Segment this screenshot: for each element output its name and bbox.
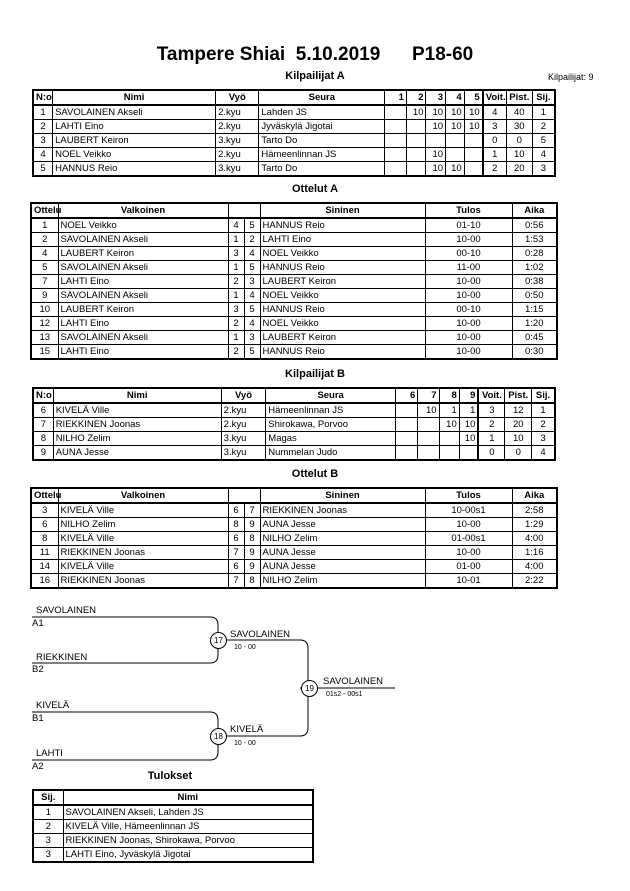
match-number: 13 <box>31 331 58 345</box>
competitor-count: Kilpailijat: 9 <box>548 72 594 82</box>
white-number: 6 <box>228 560 244 574</box>
col-name: Nimi <box>53 90 216 105</box>
blue-competitor: RIEKKINEN Joonas <box>260 503 425 518</box>
bracket-final-score: 01s2 - 00s1 <box>326 691 363 698</box>
white-number: 1 <box>228 289 244 303</box>
match-time: 0:38 <box>512 275 557 289</box>
bracket-sf1-white: SAVOLAINEN <box>36 605 97 616</box>
col-white: Valkoinen <box>58 488 228 503</box>
bracket-sf1-blue: RIEKKINEN <box>36 652 88 663</box>
white-competitor: RIEKKINEN Joonas <box>58 546 228 560</box>
white-competitor: LAHTI Eino <box>58 275 228 289</box>
competitor-belt: 3.kyu <box>216 162 259 177</box>
match-time: 1:53 <box>512 233 557 247</box>
blue-competitor: HANNUS Reio <box>260 345 425 360</box>
col-round: 9 <box>459 388 478 403</box>
blue-number: 8 <box>244 574 260 589</box>
match-number: 11 <box>31 546 58 560</box>
match-time: 0:50 <box>512 289 557 303</box>
col-result: Tulos <box>425 203 512 218</box>
col-round: 5 <box>464 90 483 105</box>
blue-competitor: HANNUS Reio <box>260 261 425 275</box>
round-score: 10 <box>459 418 478 432</box>
round-score: 10 <box>418 403 439 418</box>
points-count: 12 <box>505 403 532 418</box>
bracket-match-17: 17 <box>210 632 227 649</box>
match-time: 4:00 <box>512 532 557 546</box>
competitor-belt: 2.kyu <box>216 148 259 162</box>
competitor-name: AUNA Jesse <box>53 446 221 461</box>
col-round: 4 <box>446 90 465 105</box>
match-time: 1:02 <box>512 261 557 275</box>
points-count: 0 <box>505 446 532 461</box>
white-competitor: LAUBERT Keiron <box>58 303 228 317</box>
round-score: 1 <box>459 403 478 418</box>
white-number: 3 <box>228 247 244 261</box>
white-competitor: LAHTI Eino <box>58 345 228 360</box>
competitor-number: 6 <box>33 403 53 418</box>
white-number: 3 <box>228 303 244 317</box>
match-time: 0:28 <box>512 247 557 261</box>
round-score: 10 <box>406 105 426 120</box>
bracket-sf1-blue-seed: B2 <box>32 664 44 675</box>
col-wins: Voit. <box>483 90 507 105</box>
white-number: 1 <box>228 331 244 345</box>
bracket-sf1-white-seed: A1 <box>32 618 44 629</box>
match-number: 2 <box>31 233 58 247</box>
match-time: 1:15 <box>512 303 557 317</box>
result-place: 1 <box>33 805 63 820</box>
wins-count: 3 <box>478 403 505 418</box>
blue-number: 7 <box>244 503 260 518</box>
blue-number: 2 <box>244 233 260 247</box>
match-number: 8 <box>31 532 58 546</box>
match-number: 3 <box>31 503 58 518</box>
result-name: KIVELÄ Ville, Hämeenlinnan JS <box>63 820 313 834</box>
col-place: Sij. <box>532 90 555 105</box>
match-number: 12 <box>31 317 58 331</box>
blue-competitor: LAUBERT Keiron <box>260 331 425 345</box>
white-competitor: RIEKKINEN Joonas <box>58 574 228 589</box>
blue-number: 9 <box>244 546 260 560</box>
competitor-belt: 3.kyu <box>216 134 259 148</box>
white-competitor: KIVELÄ Ville <box>58 560 228 574</box>
event-category: P18-60 <box>411 44 474 65</box>
match-result: 10-01 <box>425 574 512 589</box>
blue-competitor: NOEL Veikko <box>260 317 425 331</box>
competitor-belt: 3.kyu <box>221 446 266 461</box>
points-count: 20 <box>506 162 532 177</box>
round-score: 10 <box>464 120 483 134</box>
points-count: 10 <box>505 432 532 446</box>
blue-competitor: LAUBERT Keiron <box>260 275 425 289</box>
white-competitor: SAVOLAINEN Akseli <box>58 331 228 345</box>
bracket-match-18: 18 <box>210 728 227 745</box>
col-points: Pist. <box>506 90 532 105</box>
blue-number: 5 <box>244 261 260 275</box>
competitor-name: HANNUS Reio <box>53 162 216 177</box>
match-time: 2:22 <box>512 574 557 589</box>
round-score: 10 <box>446 105 465 120</box>
col-place: Sij. <box>33 790 63 805</box>
bracket-sf2-white-seed: B1 <box>32 713 44 724</box>
result-row <box>33 805 313 820</box>
match-result: 10-00 <box>425 233 512 247</box>
competitor-name: KIVELÄ Ville <box>53 403 221 418</box>
round-score: 10 <box>426 120 446 134</box>
round-score: 1 <box>439 403 459 418</box>
competitor-club: Tarto Do <box>259 162 385 177</box>
col-round: 2 <box>406 90 426 105</box>
match-time: 1:16 <box>512 546 557 560</box>
result-place: 3 <box>33 848 63 863</box>
competitor-club: Lahden JS <box>259 105 385 120</box>
blue-competitor: HANNUS Reio <box>260 218 425 233</box>
round-score: 10 <box>426 162 446 177</box>
event-date: 5.10.2019 <box>295 44 381 65</box>
wins-count: 0 <box>483 134 507 148</box>
match-number: 10 <box>31 303 58 317</box>
blue-competitor: AUNA Jesse <box>260 560 425 574</box>
blue-competitor: LAHTI Eino <box>260 233 425 247</box>
competitor-number: 9 <box>33 446 53 461</box>
competitor-belt: 2.kyu <box>221 403 266 418</box>
blue-number: 4 <box>244 289 260 303</box>
competitor-number: 5 <box>33 162 53 177</box>
section-title-pool-b: Kilpailijat B <box>285 368 345 380</box>
white-competitor: KIVELÄ Ville <box>58 503 228 518</box>
competitor-club: Hämeenlinnan JS <box>259 148 385 162</box>
match-number: 4 <box>31 247 58 261</box>
competitor-name: NILHO Zelim <box>53 432 221 446</box>
white-competitor: NOEL Veikko <box>58 218 228 233</box>
bracket-sf2-winner: KIVELÄ <box>230 724 264 735</box>
match-time: 0:56 <box>512 218 557 233</box>
bracket-sf2-blue: LAHTI <box>36 748 63 759</box>
match-number: 14 <box>31 560 58 574</box>
bracket-sf2-white: KIVELÄ <box>36 700 70 711</box>
results-table <box>32 789 314 863</box>
blue-competitor: AUNA Jesse <box>260 518 425 532</box>
match-result: 10-00 <box>425 518 512 532</box>
points-count: 30 <box>506 120 532 134</box>
white-competitor: LAUBERT Keiron <box>58 247 228 261</box>
placement: 1 <box>532 403 555 418</box>
white-number: 6 <box>228 532 244 546</box>
blue-number: 4 <box>244 247 260 261</box>
blue-number: 9 <box>244 560 260 574</box>
competitor-belt: 2.kyu <box>216 120 259 134</box>
blue-competitor: HANNUS Reio <box>260 303 425 317</box>
round-score: 10 <box>426 105 446 120</box>
blue-number: 9 <box>244 518 260 532</box>
round-score: 10 <box>446 120 465 134</box>
wins-count: 1 <box>478 432 505 446</box>
competitor-number: 7 <box>33 418 53 432</box>
white-competitor: NILHO Zelim <box>58 518 228 532</box>
match-result: 10-00 <box>425 289 512 303</box>
points-count: 20 <box>505 418 532 432</box>
bracket-sf1-winner: SAVOLAINEN <box>230 629 291 640</box>
round-score: 10 <box>459 432 478 446</box>
col-round: 6 <box>395 388 417 403</box>
section-title-pool-a: Kilpailijat A <box>285 70 345 82</box>
result-name: SAVOLAINEN Akseli, Lahden JS <box>63 805 313 820</box>
bracket-sf1-score: 10 - 00 <box>234 644 256 651</box>
blue-number: 5 <box>244 345 260 360</box>
col-round: 3 <box>426 90 446 105</box>
bracket-sf2-score: 10 - 00 <box>234 740 256 747</box>
blue-number: 3 <box>244 275 260 289</box>
col-match: Ottelu <box>31 203 58 218</box>
col-belt: Vyö <box>221 388 266 403</box>
wins-count: 3 <box>483 120 507 134</box>
round-score: 10 <box>464 105 483 120</box>
placement: 5 <box>532 134 555 148</box>
col-no: N:o <box>33 388 53 403</box>
match-number: 1 <box>31 218 58 233</box>
round-score: 10 <box>426 148 446 162</box>
placement: 3 <box>532 432 555 446</box>
match-time: 0:45 <box>512 331 557 345</box>
result-row <box>33 834 313 848</box>
white-number: 4 <box>228 218 244 233</box>
wins-count: 1 <box>483 148 507 162</box>
round-score: 10 <box>446 162 465 177</box>
placement: 3 <box>532 162 555 177</box>
col-time: Aika <box>512 203 557 218</box>
col-round: 8 <box>439 388 459 403</box>
competitor-number: 8 <box>33 432 53 446</box>
col-round: 7 <box>418 388 439 403</box>
section-title-results: Tulokset <box>147 770 193 782</box>
placement: 1 <box>532 105 555 120</box>
col-result: Tulos <box>425 488 512 503</box>
bracket-sf2-blue-seed: A2 <box>32 761 44 772</box>
match-result: 10-00 <box>425 317 512 331</box>
match-result: 11-00 <box>425 261 512 275</box>
placement: 4 <box>532 148 555 162</box>
col-no: N:o <box>33 90 53 105</box>
col-place: Sij. <box>532 388 555 403</box>
col-club: Seura <box>266 388 396 403</box>
bracket-match-19: 19 <box>301 680 318 697</box>
points-count: 0 <box>506 134 532 148</box>
col-blue: Sininen <box>260 203 425 218</box>
col-name: Nimi <box>63 790 313 805</box>
white-competitor: SAVOLAINEN Akseli <box>58 289 228 303</box>
competitor-number: 3 <box>33 134 53 148</box>
blue-competitor: NOEL Veikko <box>260 289 425 303</box>
col-round: 1 <box>385 90 407 105</box>
blue-competitor: NOEL Veikko <box>260 247 425 261</box>
round-score: 10 <box>439 418 459 432</box>
col-match: Ottelu <box>31 488 58 503</box>
results-header <box>33 790 313 805</box>
white-competitor: SAVOLAINEN Akseli <box>58 233 228 247</box>
match-number: 9 <box>31 289 58 303</box>
competitor-club: Jyväskylä Jigotai <box>259 120 385 134</box>
white-number: 2 <box>228 275 244 289</box>
col-points: Pist. <box>505 388 532 403</box>
match-time: 4:00 <box>512 560 557 574</box>
competitor-club: Shirokawa, Porvoo <box>266 418 396 432</box>
col-time: Aika <box>512 488 557 503</box>
blue-competitor: AUNA Jesse <box>260 546 425 560</box>
match-result: 01-00s1 <box>425 532 512 546</box>
result-row <box>33 848 313 863</box>
blue-number: 8 <box>244 532 260 546</box>
points-count: 40 <box>506 105 532 120</box>
section-title-matches-b: Ottelut B <box>291 468 339 480</box>
match-result: 10-00 <box>425 345 512 360</box>
white-number: 6 <box>228 503 244 518</box>
match-result: 01-10 <box>425 218 512 233</box>
competitor-belt: 2.kyu <box>221 418 266 432</box>
competitor-name: RIEKKINEN Joonas <box>53 418 221 432</box>
competitor-name: LAUBERT Keiron <box>53 134 216 148</box>
white-number: 2 <box>228 345 244 360</box>
competitor-club: Tarto Do <box>259 134 385 148</box>
blue-competitor: NILHO Zelim <box>260 532 425 546</box>
match-number: 5 <box>31 261 58 275</box>
competitor-number: 1 <box>33 105 53 120</box>
competitor-name: NOEL Veikko <box>53 148 216 162</box>
white-number: 1 <box>228 233 244 247</box>
competitor-name: SAVOLAINEN Akseli <box>53 105 216 120</box>
white-number: 7 <box>228 574 244 589</box>
competitor-club: Nummelan Judo <box>266 446 396 461</box>
result-place: 2 <box>33 820 63 834</box>
white-number: 7 <box>228 546 244 560</box>
blue-competitor: NILHO Zelim <box>260 574 425 589</box>
match-result: 10-00 <box>425 546 512 560</box>
match-result: 10-00 <box>425 275 512 289</box>
result-name: RIEKKINEN Joonas, Shirokawa, Porvoo <box>63 834 313 848</box>
competitor-number: 4 <box>33 148 53 162</box>
competitor-name: LAHTI Eino <box>53 120 216 134</box>
placement: 2 <box>532 120 555 134</box>
result-row <box>33 820 313 834</box>
competitor-club: Magas <box>266 432 396 446</box>
bracket-final-winner: SAVOLAINEN <box>323 676 384 687</box>
match-number: 6 <box>31 518 58 532</box>
white-number: 1 <box>228 261 244 275</box>
col-name: Nimi <box>53 388 221 403</box>
col-white: Valkoinen <box>58 203 228 218</box>
placement: 4 <box>532 446 555 461</box>
match-number: 16 <box>31 574 58 589</box>
match-time: 0:30 <box>512 345 557 360</box>
match-result: 00-10 <box>425 247 512 261</box>
col-club: Seura <box>259 90 385 105</box>
wins-count: 4 <box>483 105 507 120</box>
match-time: 1:29 <box>512 518 557 532</box>
points-count: 10 <box>506 148 532 162</box>
match-result: 10-00 <box>425 331 512 345</box>
match-time: 1:20 <box>512 317 557 331</box>
match-number: 15 <box>31 345 58 360</box>
white-competitor: KIVELÄ Ville <box>58 532 228 546</box>
white-competitor: SAVOLAINEN Akseli <box>58 261 228 275</box>
placement: 2 <box>532 418 555 432</box>
col-belt: Vyö <box>216 90 259 105</box>
white-number: 8 <box>228 518 244 532</box>
col-wins: Voit. <box>478 388 505 403</box>
event-name: Tampere Shiai <box>156 44 286 65</box>
section-title-matches-a: Ottelut A <box>291 183 339 195</box>
match-time: 2:58 <box>512 503 557 518</box>
result-place: 3 <box>33 834 63 848</box>
wins-count: 2 <box>478 418 505 432</box>
competitor-belt: 2.kyu <box>216 105 259 120</box>
match-result: 10-00s1 <box>425 503 512 518</box>
blue-number: 4 <box>244 317 260 331</box>
blue-number: 5 <box>244 303 260 317</box>
match-number: 7 <box>31 275 58 289</box>
match-result: 00-10 <box>425 303 512 317</box>
blue-number: 3 <box>244 331 260 345</box>
wins-count: 0 <box>478 446 505 461</box>
white-number: 2 <box>228 317 244 331</box>
result-name: LAHTI Eino, Jyväskylä Jigotai <box>63 848 313 863</box>
col-blue: Sininen <box>260 488 425 503</box>
white-competitor: LAHTI Eino <box>58 317 228 331</box>
competitor-club: Hämeenlinnan JS <box>266 403 396 418</box>
wins-count: 2 <box>483 162 507 177</box>
competitor-number: 2 <box>33 120 53 134</box>
match-result: 01-00 <box>425 560 512 574</box>
blue-number: 5 <box>244 218 260 233</box>
competitor-belt: 3.kyu <box>221 432 266 446</box>
